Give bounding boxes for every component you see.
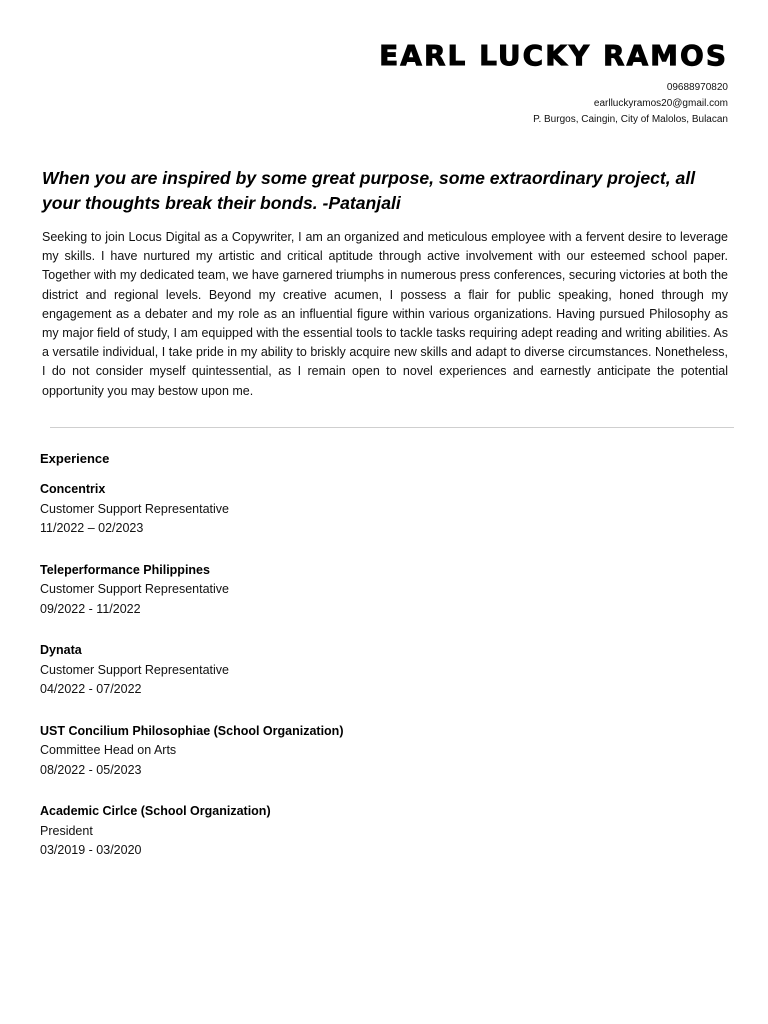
section-divider xyxy=(50,427,734,428)
experience-item xyxy=(40,802,540,861)
opening-quote: When you are inspired by some great purpose, some extraordinary project, all your thoughts break their bonds. -Patanjali xyxy=(42,168,696,213)
contact-email: earlluckyramos20@gmail.com xyxy=(593,98,728,109)
candidate-name: EARL LUCKY RAMOS xyxy=(379,39,728,72)
experience-organization: Academic Cirlce (School Organization) xyxy=(40,804,271,818)
experience-item xyxy=(40,722,540,781)
experience-section xyxy=(40,449,540,883)
experience-dates: 08/2022 - 05/2023 xyxy=(40,762,142,777)
experience-dates: 09/2022 - 11/2022 xyxy=(40,601,141,616)
experience-organization: Dynata xyxy=(40,643,82,657)
experience-dates: 04/2022 - 07/2022 xyxy=(40,682,142,696)
experience-dates: 03/2019 - 03/2020 xyxy=(40,843,142,857)
experience-role: Committee Head on Arts xyxy=(40,743,177,757)
experience-role: Customer Support Representative xyxy=(40,582,229,596)
experience-organization: Concentrix xyxy=(40,482,106,496)
experience-role: President xyxy=(40,823,93,838)
experience-role: Customer Support Representative xyxy=(40,501,229,516)
experience-organization: Teleperformance Philippines xyxy=(40,562,210,577)
experience-item xyxy=(40,641,540,700)
experience-organization: UST Concilium Philosophiae (School Organization) xyxy=(40,723,344,738)
summary-paragraph: Seeking to join Locus Digital as a Copywriter, I am an organized and meticulous employee with a fervent desire to leverage my skills. I have nurtured my artistic and critical aptitude through active involvement with our esteemed school paper. Together with my dedicated team, we have garnered triumphs in numerous press conferences, securing victories at both the district and regional levels. Beyond my creative acumen, I possess a flair for public speaking, honed through my engagement as a debater and my role as an influential figure within various organizations. Having pursued Philosophy as my major field of study, I am equipped with the essential tools to tackle tasks requiring adept reading and writing abilities. As a versatile individual, I take pride in my ability to briskly acquire new skills and adapt to diverse circumstances. Nonetheless, I do not consider myself quintessential, as I remain open to novel experiences and earnestly anticipate the potential opportunity you may bestow upon me. xyxy=(42,230,728,398)
contact-address: P. Burgos, Caingin, City of Malolos, Bulacan xyxy=(533,114,728,125)
contact-phone: 09688970820 xyxy=(666,82,728,93)
experience-dates: 11/2022 – 02/2023 xyxy=(40,521,144,535)
experience-item xyxy=(40,480,540,539)
experience-item xyxy=(40,561,540,620)
experience-title: Experience xyxy=(40,451,110,466)
experience-role: Customer Support Representative xyxy=(40,662,229,677)
resume-header xyxy=(88,38,728,128)
